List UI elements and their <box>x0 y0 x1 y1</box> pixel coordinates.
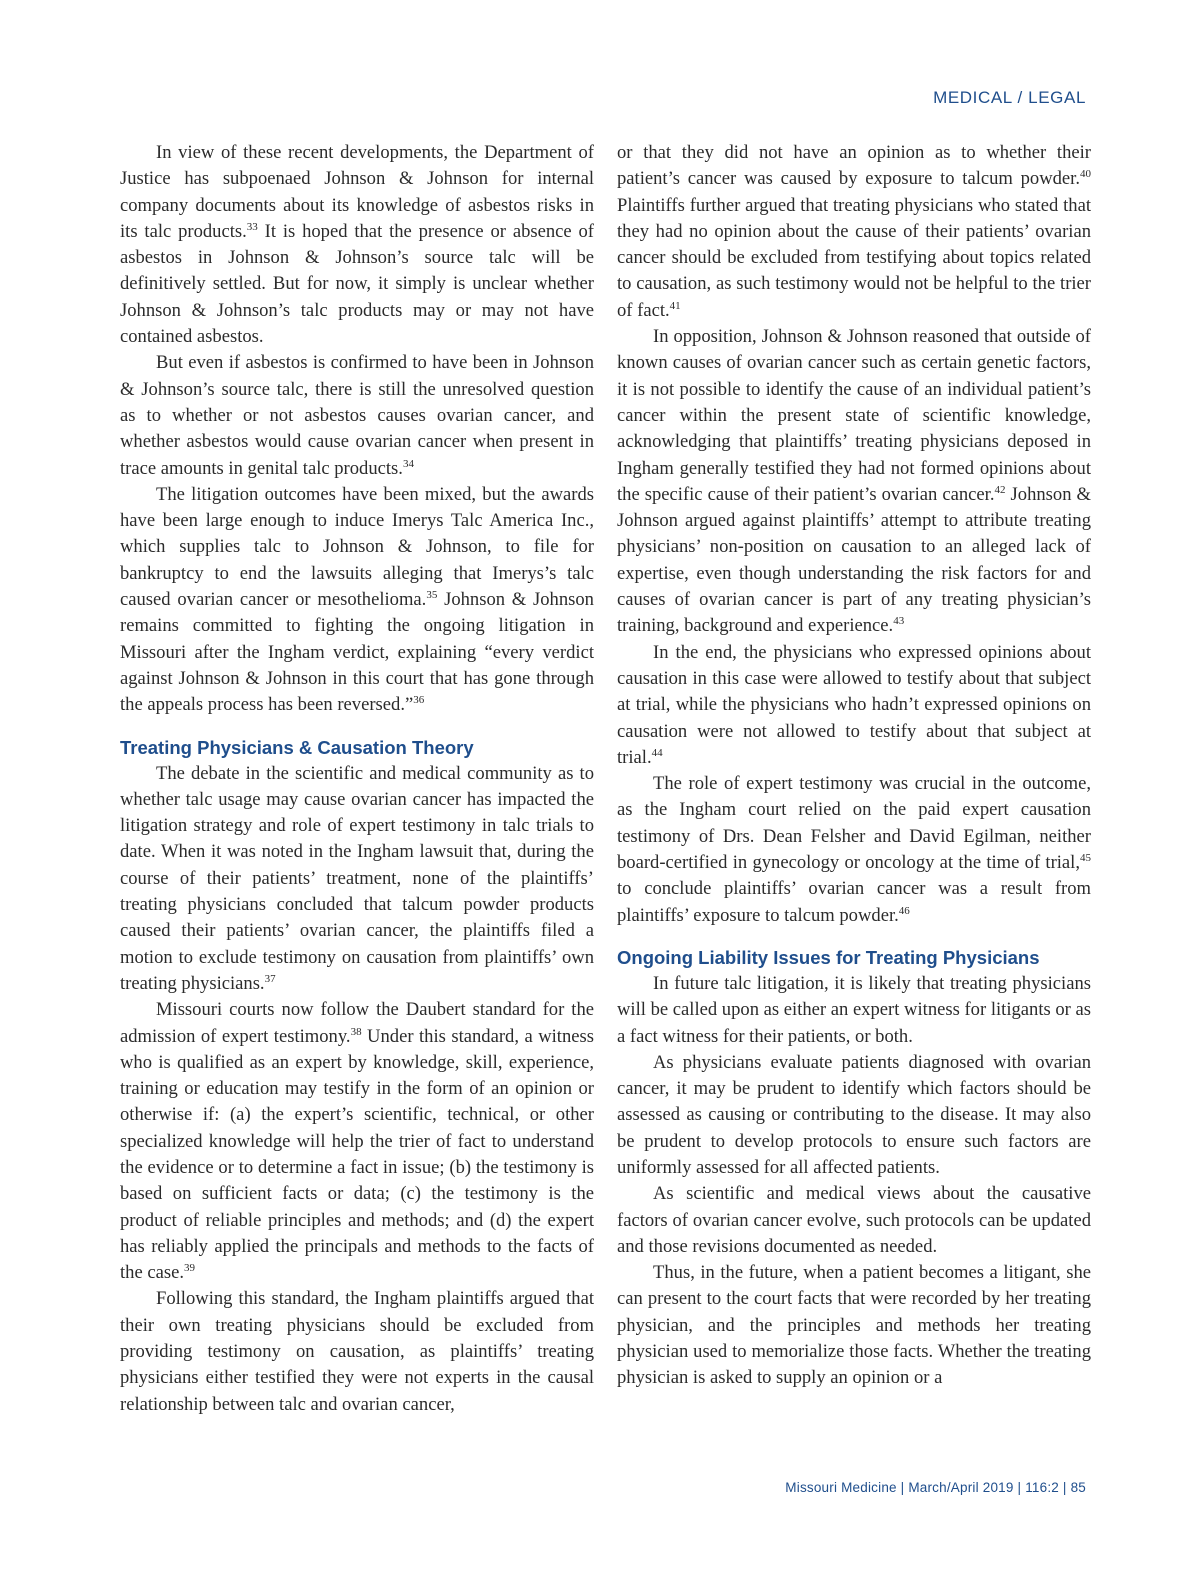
footnote-ref[interactable]: 33 <box>246 220 258 233</box>
paragraph: But even if asbestos is confirmed to have been in Johnson & Johnson’s source talc, there is still the unresolved question as to whether or not asbestos causes ovarian cancer, and whether asbestos would cause ovarian cancer when present in trace amounts in genital talc products.$^{34}$ <box>120 352 594 479</box>
paragraph: Missouri courts now follow the Daubert standard for the admission of expert testimony.$^{38}$ Under this standard, a witness who is qualified as an expert by knowledge, skill, experience, training or education may testify in the form of an opinion or otherwise if: (a) the expert’s scientific, technical, or other specialized knowledge will help the trier of fact to understand the evidence or to determine a fact in issue; (b) the testimony is based on sufficient facts or data; (c) the testimony is the product of reliable principles and methods; and (d) the expert has reliably applied the principals and methods to the facts of the case.$^{39}$ <box>120 999 594 1284</box>
footnote-ref[interactable]: 44 <box>651 746 663 759</box>
footnote-ref[interactable]: 40 <box>1080 168 1091 181</box>
footnote-ref[interactable]: 34 <box>402 457 414 470</box>
footnote-ref[interactable]: 39 <box>184 1262 196 1275</box>
left-column <box>120 140 594 1418</box>
paragraph: The debate in the scientific and medical community as to whether talc usage may cause ovarian cancer has impacted the litigation strategy and role of expert testimony in talc trials to date. When it was noted in the Ingham lawsuit that, during the course of their patients’ treatment, none of the plaintiffs’ treating physicians concluded that talcum powder products caused their patients’ ovarian cancer, the plaintiffs filed a motion to exclude testimony on causation from plaintiffs’ own treating physicians.$^{37}$ <box>120 762 594 994</box>
section-heading: Treating Physicians & Causation Theory <box>120 736 474 758</box>
paragraph: As scientific and medical views about the causative factors of ovarian cancer evolve, such protocols can be updated and those revisions documented as needed. <box>617 1183 1091 1257</box>
footnote-ref[interactable]: 46 <box>898 904 910 917</box>
footnote-ref[interactable]: 38 <box>350 1025 362 1038</box>
section-header: MEDICAL / LEGAL <box>933 88 1086 107</box>
paragraph: Thus, in the future, when a patient becomes a litigant, she can present to the court facts that were recorded by her treating physician, and the principles and methods her treating physician used to memorialize those facts. Whether the treating physician is asked to supply an opinion or a <box>617 1262 1091 1389</box>
paragraph: In future talc litigation, it is likely that treating physicians will be called upon as either an expert witness for litigants or as a fact witness for their patients, or both. <box>617 972 1092 1047</box>
footnote-ref[interactable]: 35 <box>426 589 438 602</box>
footnote-ref[interactable]: 45 <box>1080 852 1091 865</box>
paragraph: The litigation outcomes have been mixed, but the awards have been large enough to induce Imerys Talc America Inc., which supplies talc to Johnson & Johnson, to file for bankruptcy to end the lawsuits alleging that Imerys’s talc caused ovarian cancer or mesothelioma.$^{35}$ Johnson & Johnson remains committed to fighting the ongoing litigation in Missouri after the Ingham verdict, explaining “every verdict against Johnson & Johnson in this court that has gone through the appeals process has been reversed.”$^{36}$ <box>120 483 594 716</box>
footnote-ref[interactable]: 43 <box>893 615 905 628</box>
paragraph: The role of expert testimony was crucial in the outcome, as the Ingham court relied on the paid expert causation testimony of Drs. Dean Felsher and David Egilman, neither board-certified in gynecology or oncology at the time of trial,$^{45}$ to conclude plaintiffs’ ovarian cancer was a result from plaintiffs’ exposure to talcum powder.$^{46}$ <box>617 773 1091 926</box>
paragraph: In opposition, Johnson & Johnson reasoned that outside of known causes of ovarian cancer such as certain genetic factors, it is not possible to identify the cause of an individual patient’s cancer within the present state of scientific knowledge, acknowledging that plaintiffs’ treating physicians deposed in Ingham generally testified they had not formed opinions about the specific cause of their patient’s ovarian cancer.$^{42}$ Johnson & Johnson argued against plaintiffs’ attempt to attribute treating physicians’ non-position on causation to an alleged lack of expertise, even though understanding the risk factors for and causes of ovarian cancer is part of any treating physician’s training, background and experience.$^{43}$ <box>617 326 1091 637</box>
paragraph: or that they did not have an opinion as to whether their patient’s cancer was caused by exposure to talcum powder.$^{40}$ Plaintiffs further argued that treating physicians who stated that they had no opinion about the cause of their patients’ ovarian cancer should be excluded from testifying about topics related to causation, as such testimony would not be helpful to the trier of fact.$^{41}$ <box>617 142 1091 321</box>
right-column <box>617 140 1091 1392</box>
footnote-ref[interactable]: 41 <box>669 299 681 312</box>
footnote-ref[interactable]: 37 <box>264 972 276 985</box>
paragraph: In view of these recent developments, the Department of Justice has subpoenaed Johnson & Johnson for internal company documents about its knowledge of asbestos risks in its talc products.$^{33}$ It is hoped that the presence or absence of asbestos in Johnson & Johnson’s source talc will be definitively settled. But for now, it simply is unclear whether Johnson & Johnson’s talc products may or may not have contained asbestos. <box>120 142 595 348</box>
section-heading: Ongoing Liability Issues for Treating Physicians <box>617 946 1040 968</box>
footnote-ref[interactable]: 36 <box>413 694 425 707</box>
paragraph: Following this standard, the Ingham plaintiffs argued that their own treating physicians should be excluded from providing testimony on causation, as plaintiffs’ treating physicians either testified they were not experts in the causal relationship between talc and ovarian cancer, <box>120 1288 594 1415</box>
footnote-ref[interactable]: 42 <box>994 483 1006 496</box>
paragraph: As physicians evaluate patients diagnosed with ovarian cancer, it may be prudent to identify which factors should be assessed as causing or contributing to the disease. It may also be prudent to develop protocols to ensure such factors are uniformly assessed for all affected patients. <box>617 1051 1091 1178</box>
paragraph: In the end, the physicians who expressed opinions about causation in this case were allowed to testify about that subject at trial, while the physicians who hadn’t expressed opinions on causation were not allowed to testify about that subject at trial.$^{44}$ <box>617 641 1091 768</box>
page-footer-citation: Missouri Medicine | March/April 2019 | 116:2 | 85 <box>785 1480 1086 1495</box>
